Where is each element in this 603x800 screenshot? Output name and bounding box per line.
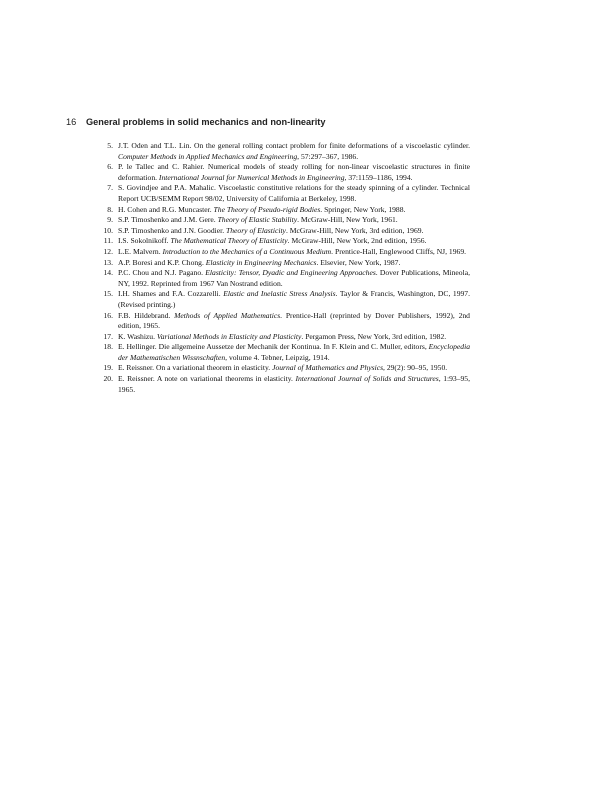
- chapter-title: General problems in solid mechanics and non-linearity: [86, 117, 326, 127]
- reference-number: 13.: [103, 257, 113, 267]
- reference-item: 17. K. Washizu. Variational Methods in Elasticity and Plasticity. Pergamon Press, New York, 3rd edition, 1982.: [94, 332, 470, 343]
- reference-item: 15. I.H. Shames and F.A. Cozzarelli. Elastic and Inelastic Stress Analysis. Taylor & Francis, Washington, DC, 1997. (Revised printing.): [94, 289, 470, 310]
- reference-item: 7. S. Govindjee and P.A. Mahalic. Viscoelastic constitutive relations for the steady spinning of a cylinder. Technical Report UCB/SEMM Report 98/02, University of California at Berkeley, 1998.: [94, 183, 470, 204]
- reference-number: 8.: [107, 204, 113, 214]
- reference-item: 10. S.P. Timoshenko and J.N. Goodier. Theory of Elasticity. McGraw-Hill, New York, 3rd edition, 1969.: [94, 226, 470, 237]
- reference-number: 7.: [107, 183, 113, 193]
- reference-item: 8. H. Cohen and R.G. Muncaster. The Theory of Pseudo-rigid Bodies. Springer, New York, 1988.: [94, 205, 470, 216]
- reference-number: 6.: [107, 162, 113, 172]
- reference-number: 9.: [107, 215, 113, 225]
- reference-item: 9. S.P. Timoshenko and J.M. Gere. Theory of Elastic Stability. McGraw-Hill, New York, 1961.: [94, 215, 470, 226]
- reference-number: 20.: [103, 374, 113, 384]
- reference-item: 16. F.B. Hildebrand. Methods of Applied Mathematics. Prentice-Hall (reprinted by Dover Publishers, 1992), 2nd edition, 1965.: [94, 311, 470, 332]
- reference-number: 19.: [103, 363, 113, 373]
- page-number: 16: [66, 117, 77, 127]
- reference-item: 13. A.P. Boresi and K.P. Chong. Elasticity in Engineering Mechanics. Elsevier, New York, 1987.: [94, 258, 470, 269]
- reference-list: [94, 141, 470, 395]
- reference-item: 19. E. Reissner. On a variational theorem in elasticity. Journal of Mathematics and Physics, 29(2): 90–95, 1950.: [94, 363, 470, 374]
- reference-item: 20. E. Reissner. A note on variational theorems in elasticity. International Journal of Solids and Structures, 1:93–95, 1965.: [94, 374, 470, 395]
- reference-item: 14. P.C. Chou and N.J. Pagano. Elasticity: Tensor, Dyadic and Engineering Approaches. Dover Publications, Mineola, NY, 1992. Reprinted from 1967 Van Nostrand edition.: [94, 268, 470, 289]
- reference-number: 17.: [103, 331, 113, 341]
- reference-item: 18. E. Hellinger. Die allgemeine Aussetze der Mechanik der Kontinua. In F. Klein and C. Muller, editors, Encyclopedia der Mathematischen Wissnschaften, volume 4. Tebner, Leipzig, 1914.: [94, 342, 470, 363]
- reference-number: 18.: [103, 342, 113, 352]
- reference-number: 14.: [103, 268, 113, 278]
- reference-item: 12. L.E. Malvern. Introduction to the Mechanics of a Continuous Medium. Prentice-Hall, Englewood Cliffs, NJ, 1969.: [94, 247, 470, 258]
- reference-item: 5. J.T. Oden and T.L. Lin. On the general rolling contact problem for finite deformations of a viscoelastic cylinder. Computer Methods in Applied Mechanics and Engineering, 57:297–367, 1986.: [94, 141, 470, 162]
- reference-item: 11. I.S. Sokolnikoff. The Mathematical Theory of Elasticity. McGraw-Hill, New York, 2nd edition, 1956.: [94, 236, 470, 247]
- reference-number: 16.: [103, 310, 113, 320]
- reference-number: 5.: [107, 141, 113, 150]
- reference-number: 15.: [103, 289, 113, 299]
- reference-number: 10.: [103, 225, 113, 235]
- reference-item: 6. P. le Tallec and C. Rahier. Numerical models of steady rolling for non-linear viscoelastic structures in finite deformation. International Journal for Numerical Methods in Engineering, 37:1159–1186, 1994.: [94, 162, 470, 183]
- running-head: [66, 117, 486, 127]
- reference-number: 12.: [103, 246, 113, 256]
- reference-number: 11.: [103, 236, 113, 246]
